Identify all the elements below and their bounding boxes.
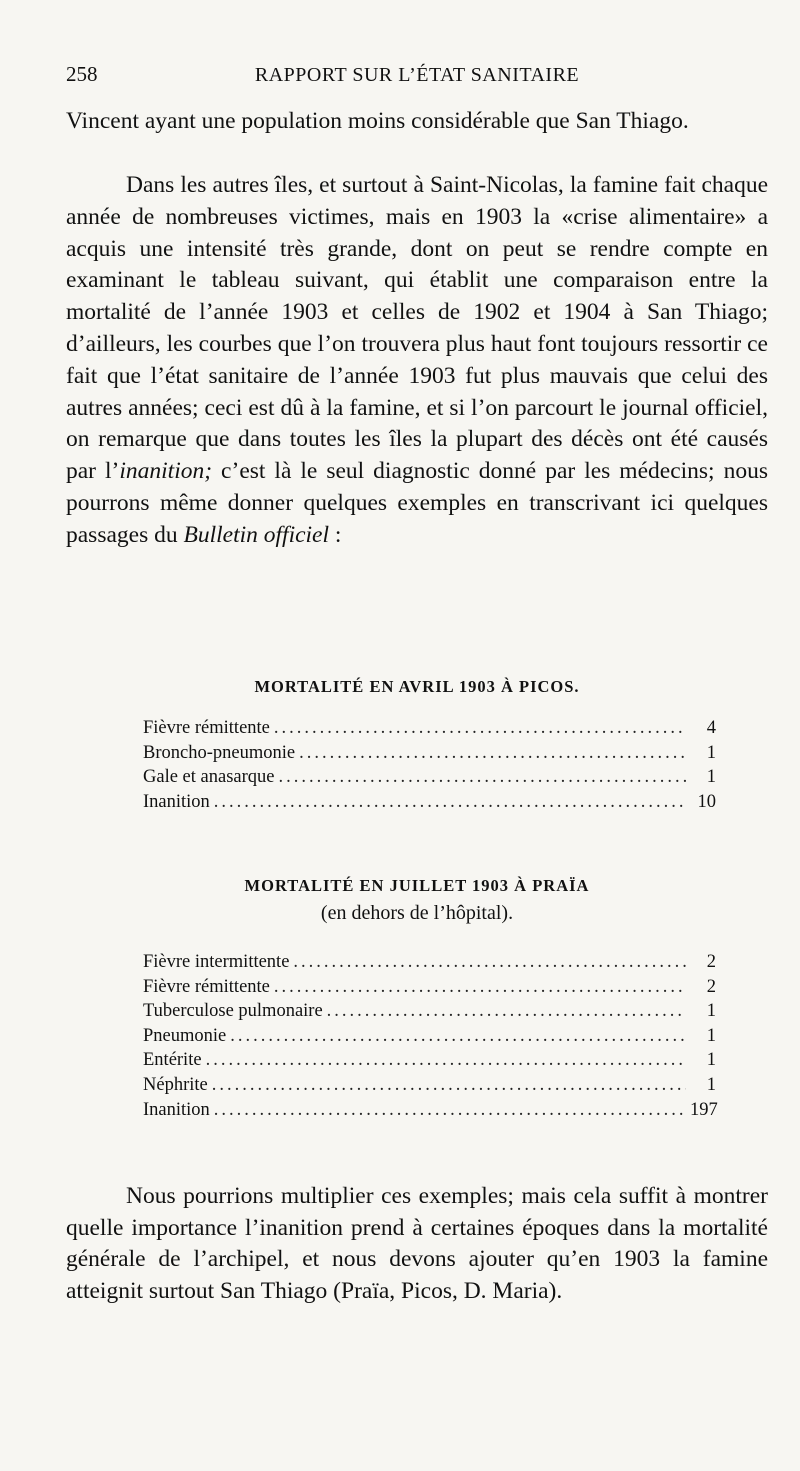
paragraph-famine-text: Dans les autres îles, et surtout à Saint-Nicolas, la famine fait chaque année de nombreuses victimes, mais en 1903 la «crise alimentaire» a acquis une intensité très grande, dont on peut se rendre compte en examinant le tableau suivant, qui établit une comparaison entre la mortalité de l’année 1903 et celles de 1902 et 1904 à San Thiago; d’ailleurs, les courbes que l’on trouvera plus haut font toujours ressortir ce fait que l’état sanitaire de l’année 1903 fut plus mauvais que celui des autres années; ceci est dû à la famine, et si l’on parcourt le journal officiel, on remarque que dans toutes les îles la plupart des décès ont été causés par l’ bbox=[66, 172, 768, 485]
table-row bbox=[143, 790, 716, 815]
mortality-table-praia bbox=[143, 950, 716, 1122]
leader-dots bbox=[206, 1048, 686, 1073]
death-count: 1 bbox=[706, 767, 716, 788]
death-count: 197 bbox=[690, 1099, 718, 1120]
table-row bbox=[143, 1024, 716, 1049]
leader-dots bbox=[212, 1073, 686, 1098]
table-row bbox=[143, 950, 716, 975]
cause-label: Fièvre rémittente bbox=[143, 718, 270, 738]
leader-dots bbox=[327, 999, 686, 1024]
table-row bbox=[143, 765, 716, 790]
leader-dots bbox=[299, 741, 686, 766]
cause-label: Fièvre rémittente bbox=[143, 976, 270, 997]
leader-dots bbox=[278, 765, 686, 790]
death-count: 1 bbox=[706, 742, 716, 763]
cause-label: Néphrite bbox=[143, 1074, 208, 1095]
leader-dots bbox=[274, 975, 686, 1000]
running-header bbox=[66, 62, 768, 92]
cause-label: Tuberculose pulmonaire bbox=[143, 1001, 323, 1022]
death-count: 1 bbox=[706, 1025, 716, 1046]
cause-label: Pneumonie bbox=[143, 1025, 227, 1046]
cause-label: Inanition bbox=[143, 791, 210, 812]
paragraph-conclusion: Nous pourrions multiplier ces exemples; mais cela suffit à montrer quelle importance l’inanition prend à certaines époques dans la mortalité générale de l’archipel, et nous devons ajouter qu’en 1903 la famine atteignit surtout San Thiago (Praïa, Picos, D. Maria). bbox=[66, 1183, 768, 1304]
table-row bbox=[143, 1048, 716, 1073]
table1-heading: MORTALITÉ EN AVRIL 1903 À PICOS. bbox=[254, 677, 580, 696]
cause-label: Gale et anasarque bbox=[143, 767, 275, 788]
death-count: 1 bbox=[706, 1001, 716, 1022]
mortality-table-picos bbox=[143, 716, 716, 814]
table2-subheading: (en dehors de l’hôpital). bbox=[320, 902, 514, 924]
cause-label: Inanition bbox=[143, 1099, 210, 1120]
table-row bbox=[143, 716, 716, 741]
death-count: 4 bbox=[706, 718, 716, 738]
table-row bbox=[143, 741, 716, 766]
table2-heading: MORTALITÉ EN JUILLET 1903 À PRAÏA bbox=[244, 876, 590, 895]
leader-dots bbox=[214, 1098, 686, 1123]
cause-label: Broncho-pneumonie bbox=[143, 742, 296, 763]
death-count: 1 bbox=[706, 1074, 716, 1095]
paragraph-famine bbox=[66, 170, 768, 552]
paragraph-famine-end: : bbox=[329, 521, 342, 548]
running-title: RAPPORT SUR L’ÉTAT SANITAIRE bbox=[254, 64, 580, 86]
paragraph-continuation: Vincent ayant une population moins considérable que San Thiago. bbox=[66, 108, 689, 134]
leader-dots bbox=[274, 716, 686, 741]
table-row bbox=[143, 1073, 716, 1098]
death-count: 10 bbox=[697, 791, 716, 812]
death-count: 2 bbox=[706, 952, 716, 972]
leader-dots bbox=[293, 950, 686, 975]
death-count: 2 bbox=[706, 976, 716, 997]
death-count: 1 bbox=[706, 1050, 716, 1071]
table-row bbox=[143, 975, 716, 1000]
cause-label: Entérite bbox=[143, 1050, 202, 1071]
leader-dots bbox=[214, 790, 686, 815]
page-number: 258 bbox=[66, 62, 98, 86]
paragraph-famine-text-2: c’est là le seul diagnostic donné par les médecins; nous pourrons même donner quelques exemples en transcrivant ici quelques passages du bbox=[66, 458, 768, 548]
table-row bbox=[143, 1098, 716, 1123]
leader-dots bbox=[230, 1024, 686, 1049]
italic-bulletin-officiel: Bulletin officiel bbox=[183, 521, 330, 548]
italic-inanition: inanition; bbox=[119, 458, 213, 485]
cause-label: Fièvre intermittente bbox=[143, 952, 290, 972]
table-row bbox=[143, 999, 716, 1024]
